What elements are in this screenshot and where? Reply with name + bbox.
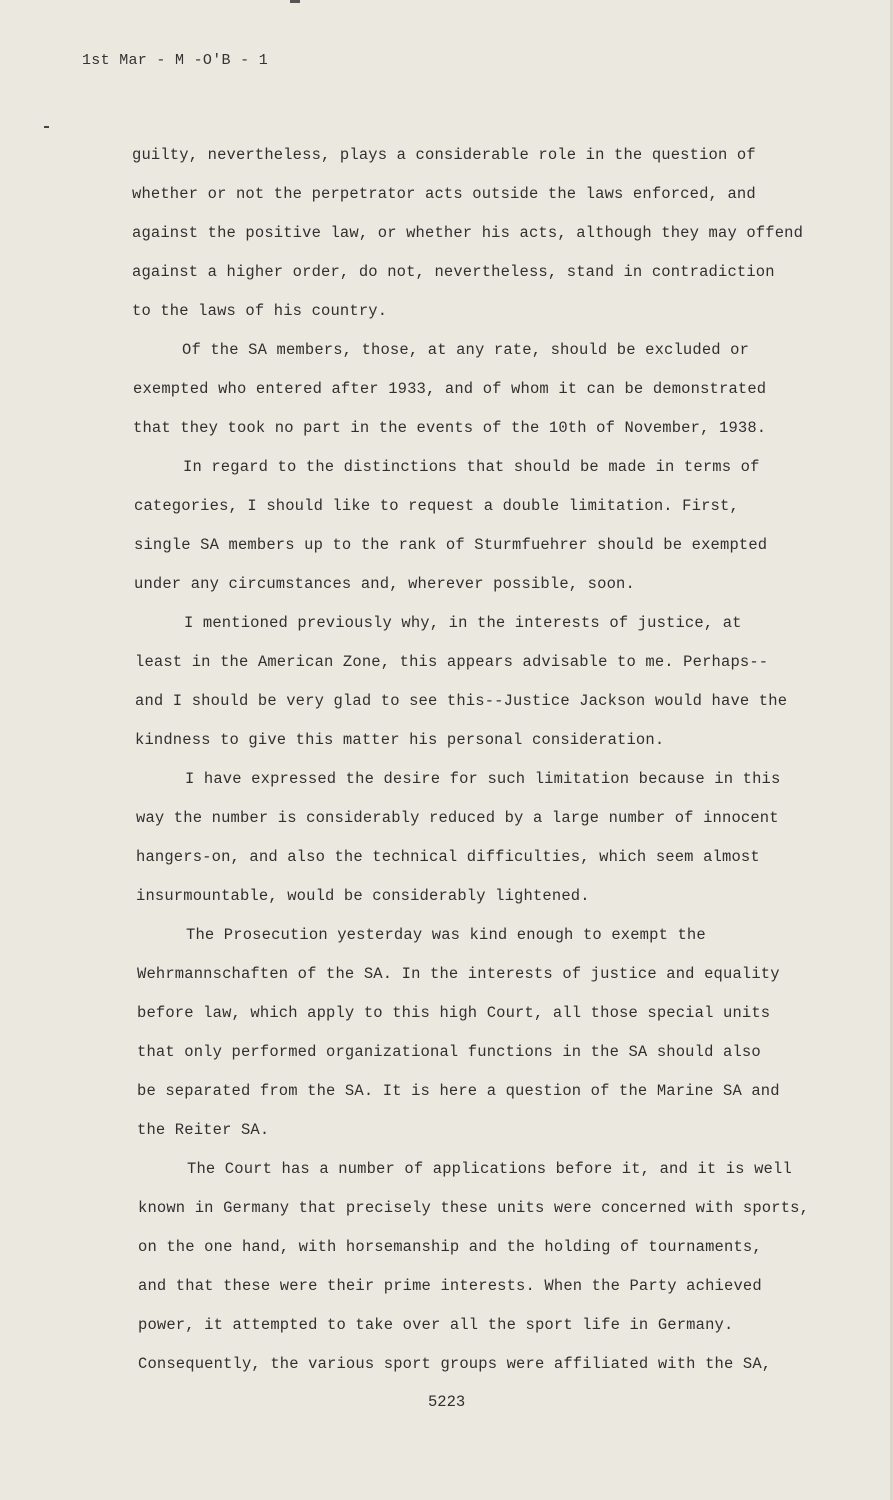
text-line: I have expressed the desire for such limitation because in this <box>185 770 781 788</box>
text-line: exempted who entered after 1933, and of whom it can be demonstrated <box>133 380 767 398</box>
text-line: The Prosecution yesterday was kind enough to exempt the <box>186 926 706 944</box>
text-line: the Reiter SA. <box>137 1121 270 1139</box>
text-line: way the number is considerably reduced by a large number of innocent <box>136 809 779 827</box>
text-line: In regard to the distinctions that should be made in terms of <box>183 458 760 476</box>
text-line: Wehrmannschaften of the SA. In the interests of justice and equality <box>137 965 780 983</box>
text-line: I mentioned previously why, in the interests of justice, at <box>184 614 742 632</box>
page-header-reference: 1st Mar - M -O'B - 1 <box>82 52 269 69</box>
text-line: and that these were their prime interests. When the Party achieved <box>138 1277 762 1295</box>
margin-dash-mark <box>44 126 49 128</box>
text-line: that they took no part in the events of the 10th of November, 1938. <box>133 419 767 437</box>
text-line: least in the American Zone, this appears advisable to me. Perhaps-- <box>135 653 769 671</box>
text-line: categories, I should like to request a double limitation. First, <box>134 497 739 515</box>
text-line: whether or not the perpetrator acts outside the laws enforced, and <box>132 185 756 203</box>
text-line: power, it attempted to take over all the sport life in Germany. <box>138 1316 734 1334</box>
text-line: under any circumstances and, wherever possible, soon. <box>134 575 635 593</box>
text-line: The Court has a number of applications before it, and it is well <box>187 1160 792 1178</box>
text-line: to the laws of his country. <box>132 302 388 320</box>
text-line: known in Germany that precisely these units were concerned with sports, <box>138 1199 810 1217</box>
text-line: against a higher order, do not, nevertheless, stand in contradiction <box>132 263 775 281</box>
text-line: single SA members up to the rank of Sturmfuehrer should be exempted <box>134 536 768 554</box>
text-line: against the positive law, or whether his acts, although they may offend <box>132 224 804 242</box>
top-edge-mark <box>290 0 300 3</box>
text-line: kindness to give this matter his personal consideration. <box>135 731 665 749</box>
page-number: 5223 <box>428 1393 466 1411</box>
text-line: hangers-on, and also the technical difficulties, which seem almost <box>136 848 760 866</box>
text-line: before law, which apply to this high Court, all those special units <box>137 1004 771 1022</box>
text-line: and I should be very glad to see this--Justice Jackson would have the <box>135 692 788 710</box>
text-line: guilty, nevertheless, plays a considerable role in the question of <box>132 146 756 164</box>
text-line: that only performed organizational functions in the SA should also <box>137 1043 761 1061</box>
text-line: be separated from the SA. It is here a question of the Marine SA and <box>137 1082 780 1100</box>
text-line: insurmountable, would be considerably lightened. <box>136 887 590 905</box>
text-line: Consequently, the various sport groups were affiliated with the SA, <box>138 1355 772 1373</box>
text-line: on the one hand, with horsemanship and the holding of tournaments, <box>138 1238 762 1256</box>
text-line: Of the SA members, those, at any rate, should be excluded or <box>182 341 750 359</box>
